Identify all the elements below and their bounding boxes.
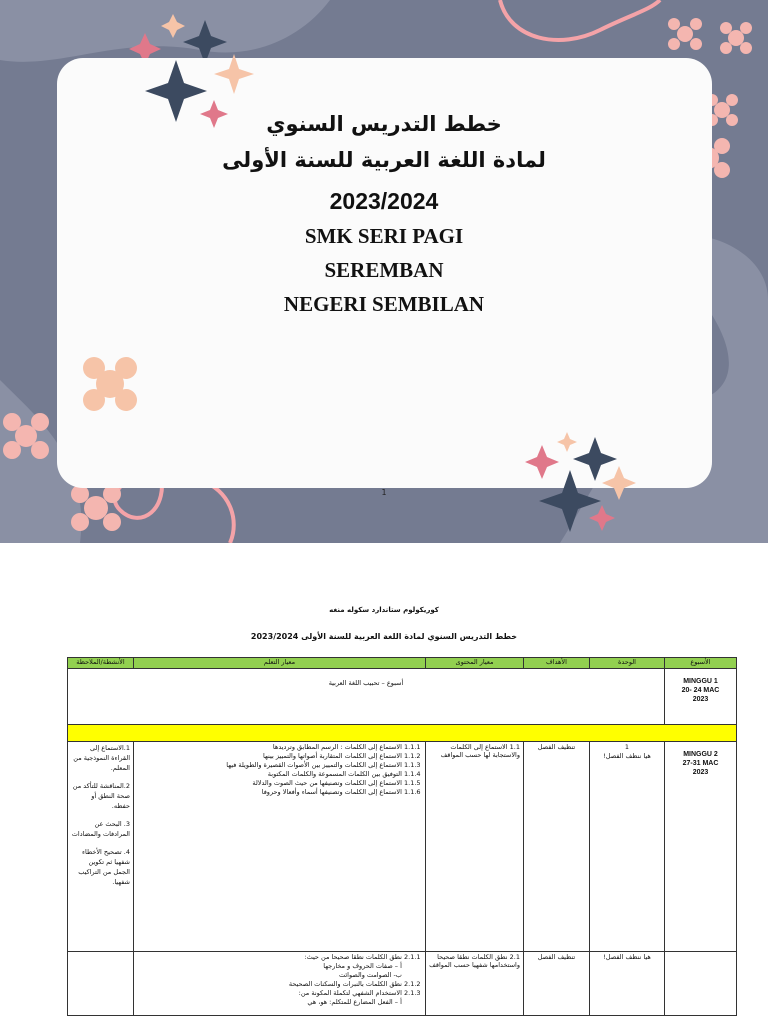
week-cell (665, 742, 737, 952)
unit-title: هيا ننظف الفصل! (603, 752, 651, 760)
sparkle-icon (589, 505, 615, 531)
learning-standard-item: 1.1.3 الاستماع إلى الكلمات والتمييز بين الأصوات القصيرة والطويلة فيها (226, 761, 421, 769)
separator-cell (68, 725, 737, 742)
sparkle-icon (539, 470, 601, 532)
learning-standard-item: ب- الصوامت والصوائت (338, 971, 402, 979)
cover-year: 2023/2024 (329, 188, 439, 214)
activity-item: 2.المناقشة للتأكد من صحة النطق أو حفظه. (72, 782, 130, 810)
header-learning-standard: معيار التعلم (134, 658, 426, 669)
learning-standard-item: 1.1.5 الاستماع إلى الكلمات وتصنيفها من حيث الصوت والدلالة (252, 779, 421, 787)
activity-item: 1.الاستماع إلى القراءة النموذجية من المعلم. (73, 744, 130, 772)
learning-standard-item: 1.1.6 الاستماع إلى الكلمات وتصنيفها أسماء وأفعالا وحروفا (261, 788, 421, 796)
learning-standard-item: 2.1.2 نطق الكلمات بالنبرات والسكنات الصحيحة (288, 980, 421, 988)
learning-standard-cell (134, 952, 426, 1016)
learning-standard-item: 1.1.2 الاستماع إلى الكلمات المتقاربة أصواتها والتمييز بينها (263, 752, 421, 760)
content-code: 2.1 (509, 953, 520, 961)
flower-icon (83, 357, 137, 411)
table-row (68, 952, 737, 1016)
activity-item: 4. تصحيح الأخطاء شفهيا ثم تكوين الجمل من التراكيب شفهيا. (78, 848, 130, 886)
cover-city: SEREMBAN (324, 258, 444, 282)
sparkle-icon (557, 432, 577, 452)
week-year: 2023 (692, 696, 709, 703)
header-content-standard: معيار المحتوى (426, 658, 524, 669)
week-cell (665, 669, 737, 725)
content-text: الاستماع إلى الكلمات والاستجابة لها حسب المواقف (440, 743, 520, 759)
orientation-text: أسبوع – تحبيب اللغة العربية (328, 679, 404, 687)
separator-row (68, 725, 737, 742)
sparkle-icon (525, 445, 559, 479)
table-header-row (68, 658, 737, 669)
week-dates: 27-31 MAC (682, 760, 719, 767)
learning-standard-item: أ – الفعل المضارع للمتكلم: هو، هي (307, 998, 402, 1006)
activities-cell (68, 742, 134, 952)
week-year: 2023 (692, 769, 709, 776)
activities-cell (68, 952, 134, 1016)
week-cell (665, 952, 737, 1016)
unit-number: 1 (624, 743, 630, 751)
orientation-cell (68, 669, 665, 725)
plan-title: خطط التدريس السنوي لمادة اللغة العربية للسنة الأولى 2023/2024 (250, 632, 518, 641)
learning-standard-item: 2.1.1 نطق الكلمات نطقا صحيحا من حيث: (304, 953, 421, 961)
learning-standard-item: أ – صفات الحروف و مخارجها (323, 962, 402, 970)
week-label: MINGGU 1 (683, 678, 718, 685)
sparkle-icon (573, 437, 617, 481)
cover-school-name: SMK SERI PAGI (304, 224, 464, 248)
page-number: 1 (381, 488, 387, 497)
header-week: الأسبوع (665, 658, 737, 669)
learning-standard-cell (134, 742, 426, 952)
week-dates: 20- 24 MAC (681, 687, 720, 694)
objective-cell: تنظيف الفصل (524, 952, 590, 1016)
learning-standard-item: 1.1.1 الاستماع إلى الكلمات : الرسم المطابق وترديدها (272, 743, 421, 751)
cover-state: NEGERI SEMBILAN (283, 292, 485, 316)
cover-title-line2: لمادة اللغة العربية للسنة الأولى (222, 148, 546, 172)
table-row (68, 669, 737, 725)
week-label: MINGGU 2 (683, 751, 718, 758)
header-unit: الوحدة (590, 658, 665, 669)
unit-cell (590, 742, 665, 952)
cover-title-line1: خطط التدريس السنوي (266, 112, 502, 136)
unit-cell: هيا ننظف الفصل! (590, 952, 665, 1016)
content-code: 1.1 (509, 743, 520, 751)
activity-item: 3. البحث عن المرادفات والمضادات (71, 820, 130, 838)
header-objectives: الأهداف (524, 658, 590, 669)
curriculum-label: كوريكولوم ستاندارد سكوله منغه (329, 606, 439, 614)
header-activities: الأنشطة/الملاحظة (68, 658, 134, 669)
teaching-plan-table (67, 657, 737, 1016)
objective-cell: تنظيف الفصل (524, 742, 590, 952)
content-standard-cell (426, 742, 524, 952)
learning-standard-item: 1.1.4 التوفيق بين الكلمات المسموعة والكلمات المكتوبة (267, 770, 421, 778)
learning-standard-item: 2.1.3 الاستخدام الشفهي لتكملة المكونة من: (298, 989, 421, 997)
content-text: نطق الكلمات نطقا صحيحا واستخدامها شفهيا حسب المواقف (429, 953, 520, 969)
sparkle-icon (214, 54, 254, 94)
table-row (68, 742, 737, 952)
content-standard-cell (426, 952, 524, 1016)
